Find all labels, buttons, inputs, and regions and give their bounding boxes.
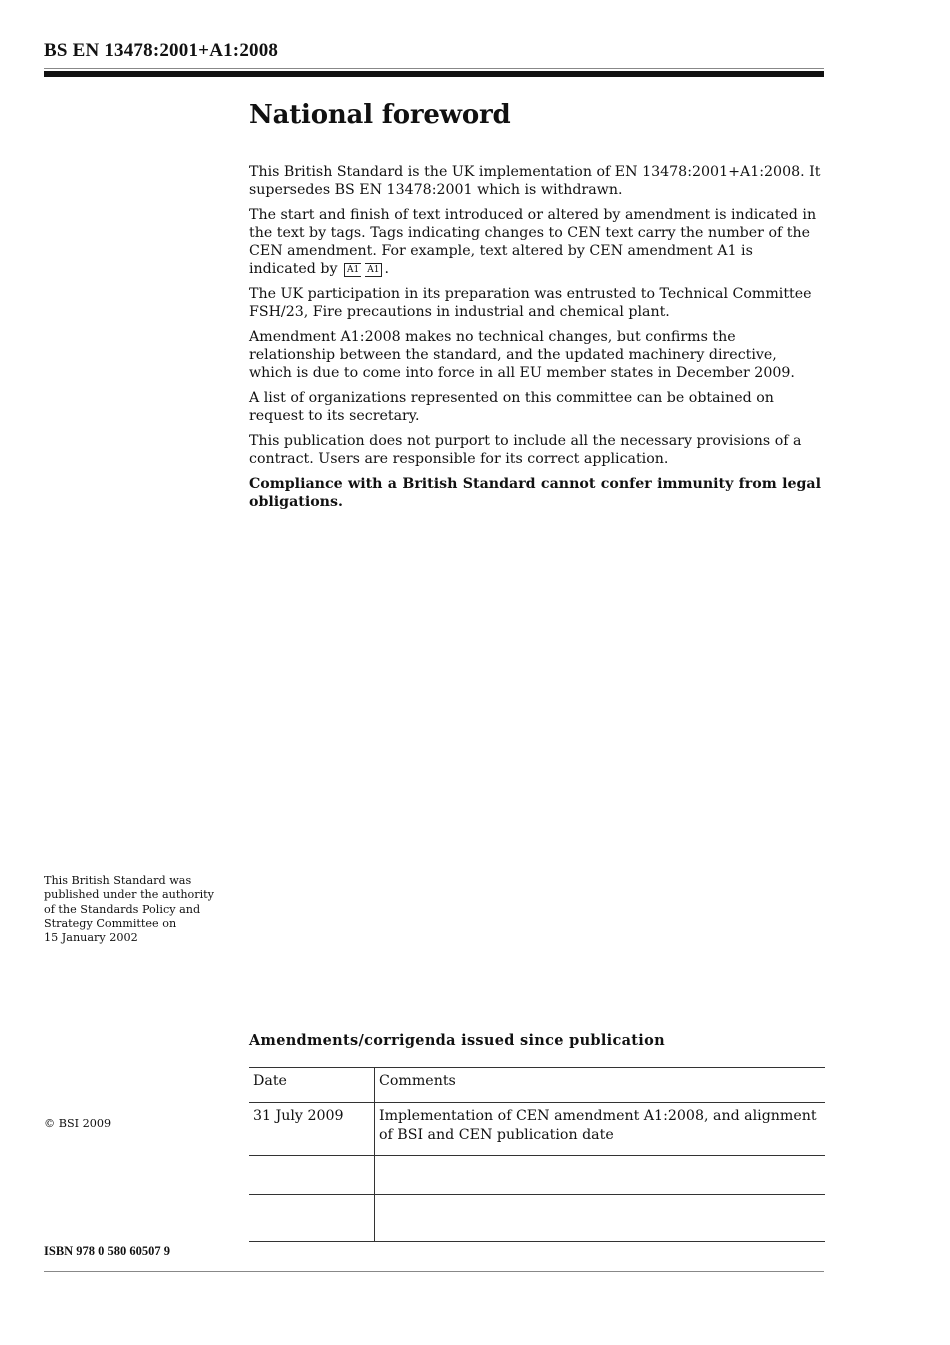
table-row: [249, 1156, 825, 1195]
paragraph-amendment-tags-text: The start and finish of text introduced or altered by amendment is indicated in the text by tags. Tags indicating changes to CEN text carry the number of the CEN amendment. For example, text altered by CEN amendment A1 is indicated by: [249, 207, 817, 277]
publication-note-line: Strategy Committee on: [44, 916, 177, 930]
amendment-comment: Implementation of CEN amendment A1:2008, and alignment of BSI and CEN publication date: [375, 1103, 826, 1156]
amendment-comment: [375, 1195, 826, 1242]
paragraph-amendment-a1: Amendment A1:2008 makes no technical changes, but confirms the relationship between the standard, and the updated machinery directive, which is due to come into force in all EU member states in December 2009.: [249, 329, 795, 381]
table-header-row: [249, 1068, 825, 1103]
document-id: BS EN 13478:2001+A1:2008: [44, 40, 279, 61]
header-rule-thick: [44, 71, 824, 77]
paragraph-implementation: This British Standard is the UK implementation of EN 13478:2001+A1:2008. It supersedes BS EN 13478:2001 which is withdrawn.: [249, 164, 821, 198]
table-row: [249, 1195, 825, 1242]
column-header-date: Date: [249, 1068, 375, 1103]
copyright: © BSI 2009: [44, 1117, 112, 1130]
amendments-table: [249, 1067, 825, 1242]
amendment-comment: [375, 1156, 826, 1195]
paragraph-committee: The UK participation in its preparation was entrusted to Technical Committee FSH/23, Fire precautions in industrial and chemical plant.: [249, 286, 812, 320]
paragraph-amendment-tags-end: .: [384, 261, 389, 277]
paragraph-amendment-tags: [249, 206, 821, 278]
amendment-date: [249, 1156, 375, 1195]
publication-note-line: published under the authority: [44, 888, 214, 902]
amendments-heading: Amendments/corrigenda issued since publication: [249, 1032, 665, 1049]
amendment-open-tag: A1: [344, 263, 361, 277]
publication-note-line: This British Standard was: [44, 874, 192, 887]
paragraph-organizations: A list of organizations represented on this committee can be obtained on request to its secretary.: [249, 390, 774, 424]
column-header-comments: Comments: [375, 1068, 826, 1103]
table-row: [249, 1103, 825, 1156]
paragraph-provisions: This publication does not purport to include all the necessary provisions of a contract. Users are responsible for its correct application.: [249, 433, 802, 467]
amendment-date: [249, 1195, 375, 1242]
page-title: National foreword: [249, 100, 511, 130]
foreword-body: [249, 163, 821, 518]
header-rule-thin: [44, 68, 824, 69]
amendment-date: 31 July 2009: [249, 1103, 375, 1156]
footer-rule: [44, 1271, 824, 1272]
paragraph-compliance: Compliance with a British Standard cannot confer immunity from legal obligations.: [249, 476, 821, 510]
publication-note-line: of the Standards Policy and: [44, 902, 201, 916]
publication-note-line: 15 January 2002: [44, 931, 138, 945]
publication-note: [44, 874, 234, 945]
isbn: ISBN 978 0 580 60507 9: [44, 1244, 171, 1258]
amendment-close-tag: A1: [365, 263, 382, 277]
